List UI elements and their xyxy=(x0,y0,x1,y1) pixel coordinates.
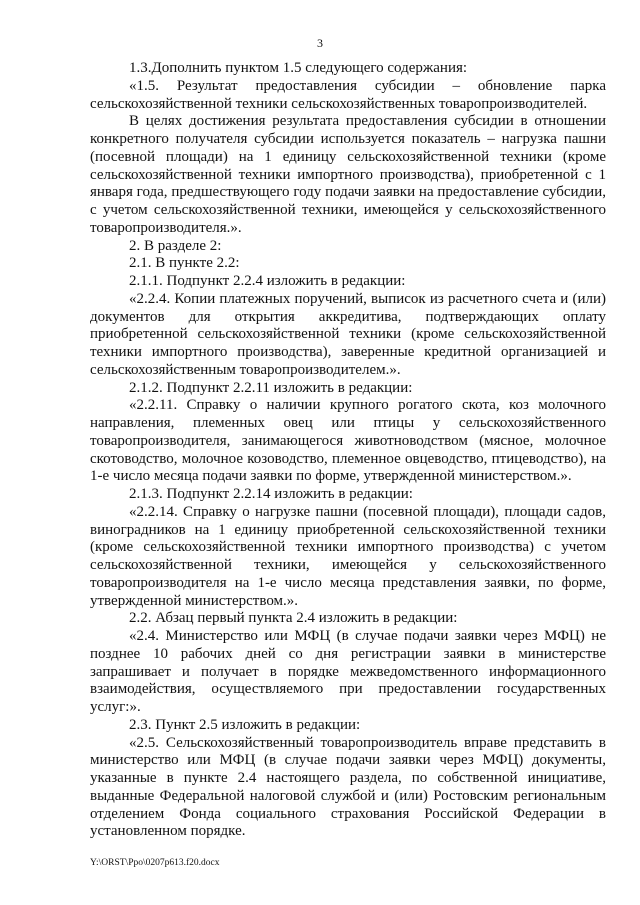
paragraph-1-3: 1.3.Дополнить пунктом 1.5 следующего содержания: xyxy=(129,60,468,76)
paragraph-indicator: В целях достижения результата предоставления субсидии в отношении конкретного получателя субсидии используется показатель – нагрузка пашни (посевной площади) на 1 единицу сельскохозяйственной техники (кроме сельскохозяйственной техники импортного производства), приобретенной с 1 января года, предшествующего году подачи заявки на предоставление субсидии, с учетом сельскохозяйственной техники, имеющейся у сельскохозяйственного товаропроизводителя.». xyxy=(90,113,606,236)
paragraph-2-1-1: 2.1.1. Подпункт 2.2.4 изложить в редакции: xyxy=(129,273,406,289)
paragraph-section-2: 2. В разделе 2: xyxy=(129,237,222,254)
paragraph-2-2-4: «2.2.4. Копии платежных поручений, выписок из расчетного счета и (или) документов для открытия аккредитива, подтверждающих оплату приобретенной сельскохозяйственной техники (кроме сельскохозяйственной техники импортного производства), заверенные кредитной организацией и сельскохозяйственным товаропроизводителем.». xyxy=(90,290,606,378)
paragraph-2-1-3: 2.1.3. Подпункт 2.2.14 изложить в редакции: xyxy=(129,486,413,502)
paragraph-2-1-2: 2.1.2. Подпункт 2.2.11 изложить в редакции: xyxy=(129,379,413,396)
paragraph-1-5-result: «1.5. Результат предоставления субсидии – обновление парка сельскохозяйственной техники сельскохозяйственных товаропроизводителей. xyxy=(90,77,606,112)
paragraph-2-4: «2.4. Министерство или МФЦ (в случае подачи заявки через МФЦ) не позднее 10 рабочих дней со дня регистрации заявки в министерстве запрашивает и получает в порядке межведомственного информационного взаимодействия, осуществляемого при предоставлении государственных услуг:». xyxy=(90,628,606,715)
paragraph-2-2-11: «2.2.11. Справку о наличии крупного рогатого скота, коз молочного направления, племенных овец или птицы у сельскохозяйственного товаропроизводителя, занимающегося животноводством (мясное, молочное скотоводство, молочное козоводство, племенное овцеводство, птицеводство), на 1-е число месяца подачи заявки по форме, утвержденной министерством.». xyxy=(90,397,606,485)
paragraph-2-2-14: «2.2.14. Справку о нагрузке пашни (посевной площади), площади садов, виноградников на 1 единицу приобретенной сельскохозяйственной техники (кроме сельскохозяйственной техники импортного производства) с учетом сельскохозяйственной техники, имеющейся у сельскохозяйственного товаропроизводителя на 1-е число месяца представления заявки, по форме, утвержденной министерством.». xyxy=(90,503,606,609)
paragraph-2-3: 2.3. Пункт 2.5 изложить в редакции: xyxy=(129,716,361,733)
document-body xyxy=(90,60,606,841)
file-path-footer: Y:\ORST\Ppo\0207p613.f20.docx xyxy=(90,858,220,868)
paragraph-2-1: 2.1. В пункте 2.2: xyxy=(129,255,240,272)
page-number: 3 xyxy=(317,36,323,50)
paragraph-2-2: 2.2. Абзац первый пункта 2.4 изложить в редакции: xyxy=(129,610,458,627)
paragraph-2-5: «2.5. Сельскохозяйственный товаропроизводитель вправе представить в министерство или МФЦ (в случае подачи заявки через МФЦ) документы, указанные в пункте 2.4 настоящего раздела, по собственной инициативе, выданные Федеральной налоговой службой и (или) Ростовским региональным отделением Фонда социального страхования Российской Федерации в установленном порядке. xyxy=(90,734,606,840)
